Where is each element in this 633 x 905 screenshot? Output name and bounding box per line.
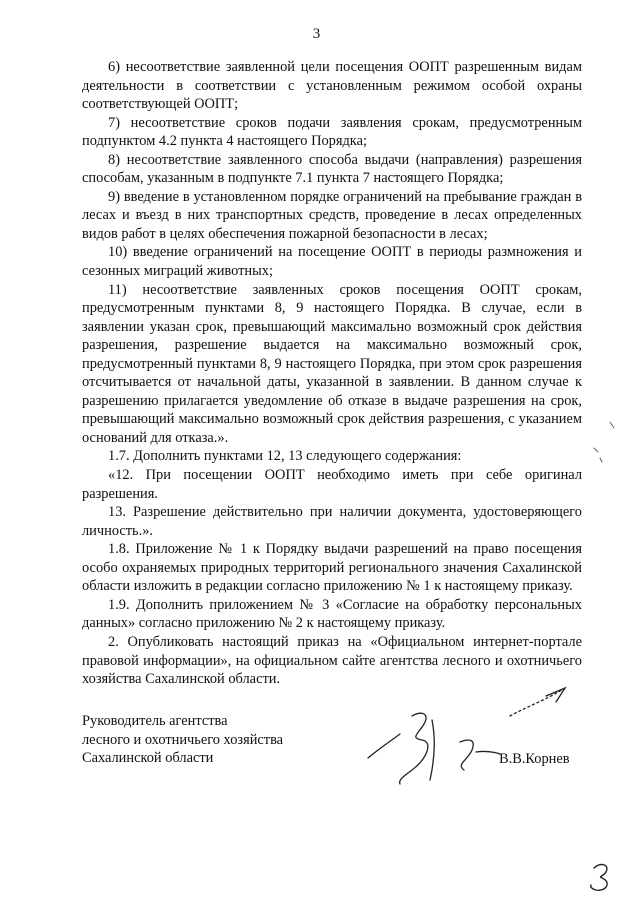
document-body <box>82 58 582 689</box>
signatory-title-line-2: лесного и охотничьего хозяйства <box>82 731 284 748</box>
signatory-title <box>82 712 283 768</box>
paragraph-clause-1-8: 1.8. Приложение № 1 к Порядку выдачи разрешений на право посещения особо охраняемых природных территорий регионального значения Сахалинской области изложить в редакции согласно приложению № 1 к настоящему приказу. <box>82 541 582 595</box>
paragraph-point-13: 13. Разрешение действительно при наличии документа, удостоверяющего личность.». <box>82 504 582 539</box>
paragraph-clause-1-7: 1.7. Дополнить пунктами 12, 13 следующего содержания: <box>108 448 462 465</box>
signatory-title-line-1: Руководитель агентства <box>82 713 228 729</box>
handwritten-signature <box>360 680 580 790</box>
page-number: 3 <box>312 26 321 42</box>
paragraph-item-11: 11) несоответствие заявленных сроков посещения ООПТ срокам, предусмотренным пунктами 8, 9 настоящего Порядка. В случае, если в заявлении указан срок, превышающий максимально возможный срок действия разрешения, разрешение выдается на максимально возможный срок, предусмотренный пунктами 8, 9 настоящего Порядка, при этом срок разрешения отсчитывается от начальной даты, указанной в заявлении. В данном случае к разрешению прилагается уведомление об отказе в выдаче разрешения на срок, превышающий максимально возможный срок действия разрешения, с указанием оснований для отказа.». <box>82 281 582 446</box>
paragraph-item-9: 9) введение в установленном порядке ограничений на пребывание граждан в лесах и въезд в них транспортных средств, проведение в лесах определенных видов работ в целях обеспечения пожарной безопасности в лесах; <box>82 188 582 242</box>
paragraph-item-7: 7) несоответствие сроков подачи заявления срокам, предусмотренным подпунктом 4.2 пункта 4 настоящего Порядка; <box>82 114 582 150</box>
paragraph-point-12: «12. При посещении ООПТ необходимо иметь при себе оригинал разрешения. <box>82 467 582 502</box>
stray-pen-mark <box>590 418 620 468</box>
paragraph-clause-1-9: 1.9. Дополнить приложением № 3 «Согласие на обработку персональных данных» согласно приложению № 2 к настоящему приказу. <box>82 596 582 632</box>
handwritten-page-number <box>588 862 614 892</box>
paragraph-item-8: 8) несоответствие заявленного способа выдачи (направления) разрешения способам, указанным в подпункте 7.1 пункта 7 настоящего Порядка; <box>82 151 582 187</box>
signatory-title-line-3: Сахалинской области <box>82 750 214 766</box>
signatory-name: В.В.Корнев <box>499 751 570 767</box>
paragraph-item-10: 10) введение ограничений на посещение ООПТ в периоды размножения и сезонных миграций животных; <box>82 244 582 280</box>
paragraph-item-6: 6) несоответствие заявленной цели посещения ООПТ разрешенным видам деятельности в соответствии с установленным режимом особой охраны соответствующей ООПТ; <box>82 59 582 113</box>
paragraph-clause-2: 2. Опубликовать настоящий приказ на «Официальном интернет-портале правовой информации», на официальном сайте агентства лесного и охотничьего хозяйства Сахалинской области. <box>82 633 582 688</box>
